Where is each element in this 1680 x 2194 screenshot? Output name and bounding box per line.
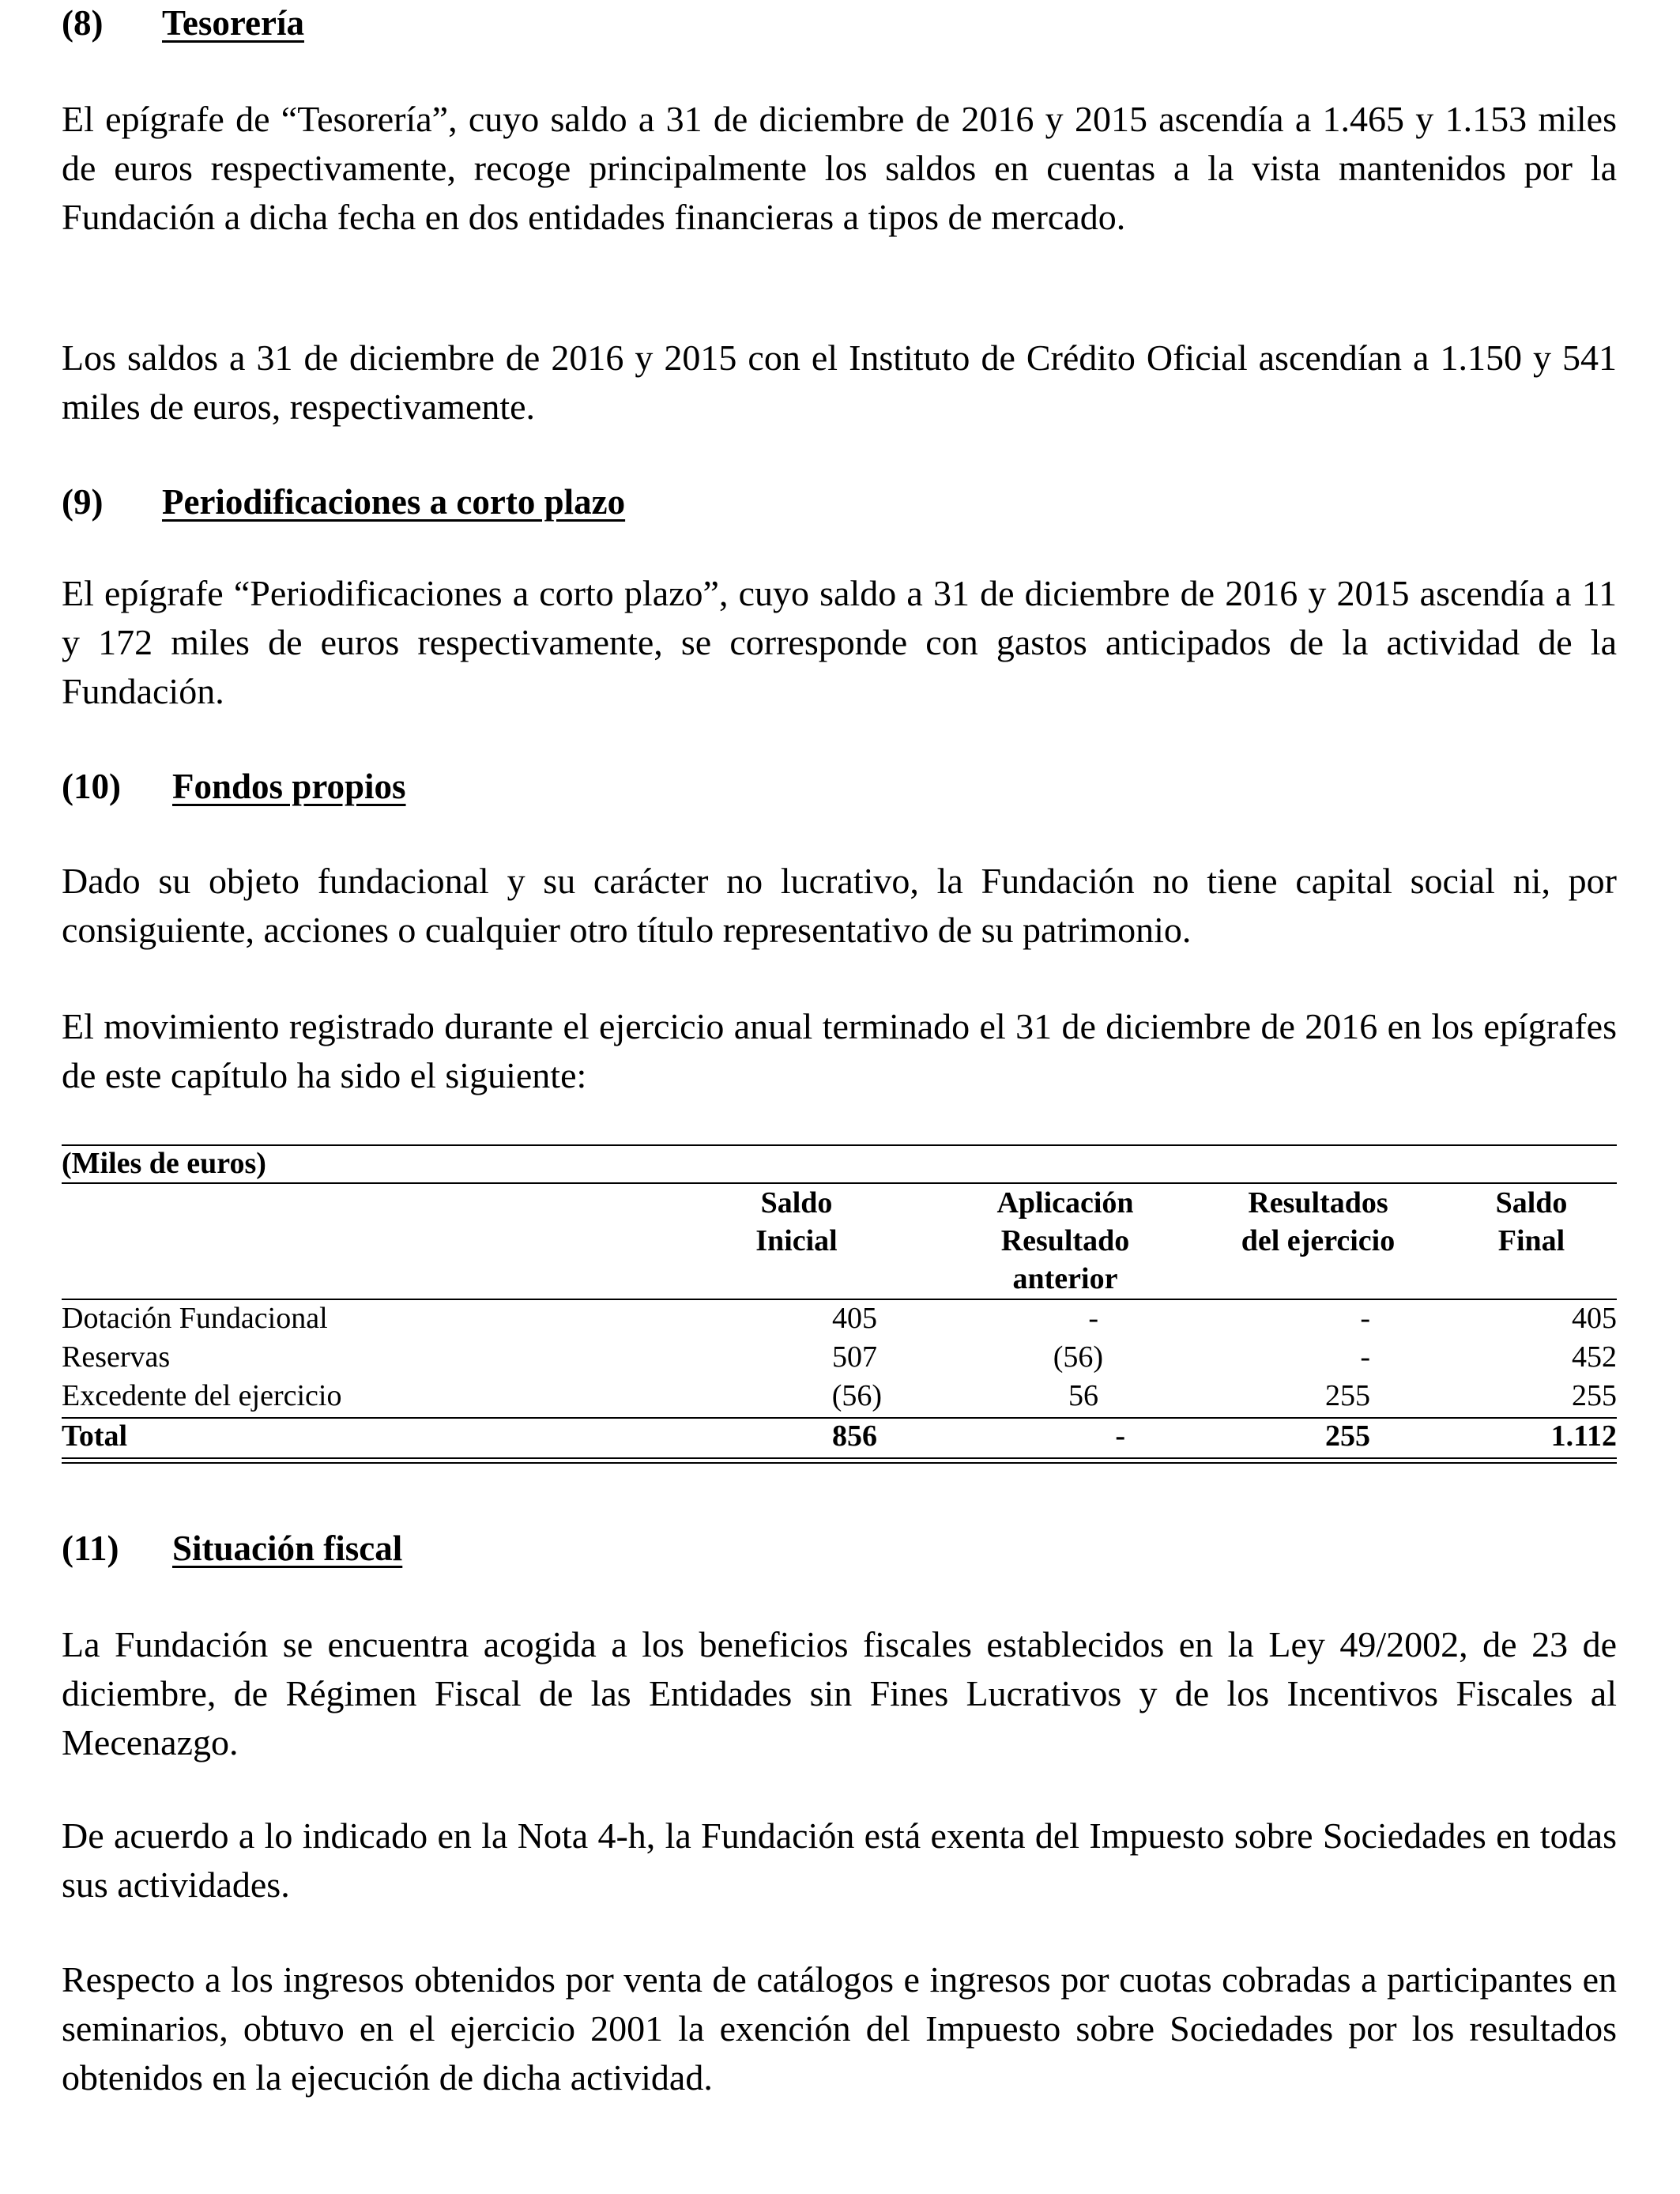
table-total-cell: 1.112 (1550, 1419, 1617, 1453)
table-total-cell: 255 (1325, 1419, 1370, 1453)
section-8-heading (62, 0, 304, 46)
section-11-title: Situación fiscal (172, 1529, 403, 1568)
table-total-label: Total (62, 1419, 128, 1453)
table-row-label: Reservas (62, 1340, 171, 1374)
table-cell: - (1360, 1340, 1370, 1374)
header-line: Resultados (1248, 1186, 1388, 1220)
header-line: Resultado (1000, 1224, 1130, 1257)
table-header-saldo-final (1452, 1184, 1610, 1260)
section-9-paragraph-1: El epígrafe “Periodificaciones a corto plazo”, cuyo saldo a 31 de diciembre de 2016 y 2015 ascendía a 11 y 172 miles de euros respectivamente, se corresponde con gastos anticipados de la actividad de la Fundación. (62, 573, 1617, 711)
section-11-number: (11) (62, 1529, 119, 1568)
section-10-title: Fondos propios (172, 767, 406, 806)
table-cell: 507 (832, 1340, 877, 1374)
header-line: Final (1497, 1224, 1565, 1257)
header-line: Inicial (755, 1224, 838, 1257)
table-bottom-rule-1 (62, 1457, 1617, 1459)
table-header-resultados-ejercicio (1200, 1184, 1437, 1260)
table-unit-label: (Miles de euros) (62, 1147, 266, 1180)
table-cell: - (1088, 1302, 1098, 1335)
header-line: Saldo (760, 1186, 833, 1220)
header-line: Saldo (1495, 1186, 1568, 1220)
section-8-number: (8) (62, 3, 104, 43)
section-11-paragraph-2: De acuerdo a lo indicado en la Nota 4-h, la Fundación está exenta del Impuesto sobre Sociedades en todas sus actividades. (62, 1815, 1617, 1905)
table-bottom-rule-2 (62, 1462, 1617, 1464)
section-8-paragraph-2: Los saldos a 31 de diciembre de 2016 y 2015 con el Instituto de Crédito Oficial ascendían a 1.150 y 541 miles de euros, respectivamente. (62, 337, 1617, 427)
table-cell: 405 (832, 1302, 877, 1335)
section-8-paragraph-1: El epígrafe de “Tesorería”, cuyo saldo a 31 de diciembre de 2016 y 2015 ascendía a 1.465 y 1.153 miles de euros respectivamente, recoge principalmente los saldos en cuentas a la vista mantenidos por la Fundación a dicha fecha en dos entidades financieras a tipos de mercado. (62, 99, 1617, 237)
header-line: anterior (1012, 1262, 1118, 1295)
table-cell: (56) (1053, 1340, 1103, 1374)
table-cell: 255 (1572, 1379, 1617, 1412)
section-10-paragraph-1: Dado su objeto fundacional y su carácter no lucrativo, la Fundación no tiene capital social ni, por consiguiente, acciones o cualquier otro título representativo de su patrimonio. (62, 861, 1617, 950)
table-total-cell: - (1115, 1419, 1125, 1453)
section-9-heading (62, 479, 626, 525)
section-11-paragraph-3: Respecto a los ingresos obtenidos por venta de catálogos e ingresos por cuotas cobradas a participantes en seminarios, obtuvo en el ejercicio 2001 la exención del Impuesto sobre Sociedades por los resultados obtenidos en la ejecución de dicha actividad. (62, 1959, 1617, 2098)
section-10-heading (62, 763, 406, 809)
section-11-heading (62, 1525, 403, 1571)
table-top-rule (62, 1144, 1617, 1146)
section-10-number: (10) (62, 767, 121, 806)
table-header-aplicacion-resultado (931, 1184, 1200, 1298)
section-9-number: (9) (62, 482, 104, 522)
section-10-paragraph-2: El movimiento registrado durante el ejercicio anual terminado el 31 de diciembre de 2016 en los epígrafes de este capítulo ha sido el siguiente: (62, 1006, 1617, 1095)
table-header-saldo-inicial (670, 1184, 923, 1260)
table-cell: (56) (831, 1379, 882, 1412)
table-row-label: Dotación Fundacional (62, 1302, 328, 1335)
table-cell: 255 (1325, 1379, 1370, 1412)
table-cell: 56 (1068, 1379, 1098, 1412)
section-11-paragraph-1: La Fundación se encuentra acogida a los beneficios fiscales establecidos en la Ley 49/2002, de 23 de diciembre, de Régimen Fiscal de las Entidades sin Fines Lucrativos y de los Incentivos Fiscales al Mecenazgo. (62, 1624, 1617, 1762)
table-cell: 452 (1572, 1340, 1617, 1374)
table-total-cell: 856 (832, 1419, 877, 1453)
section-8-title: Tesorería (162, 3, 304, 43)
table-cell: 405 (1572, 1302, 1617, 1335)
table-row-label: Excedente del ejercicio (62, 1379, 342, 1412)
header-line: del ejercicio (1241, 1224, 1396, 1257)
fondos-propios-table (62, 1144, 1617, 1468)
table-cell: - (1360, 1302, 1370, 1335)
header-line: Aplicación (996, 1186, 1134, 1220)
section-9-title: Periodificaciones a corto plazo (162, 482, 626, 522)
